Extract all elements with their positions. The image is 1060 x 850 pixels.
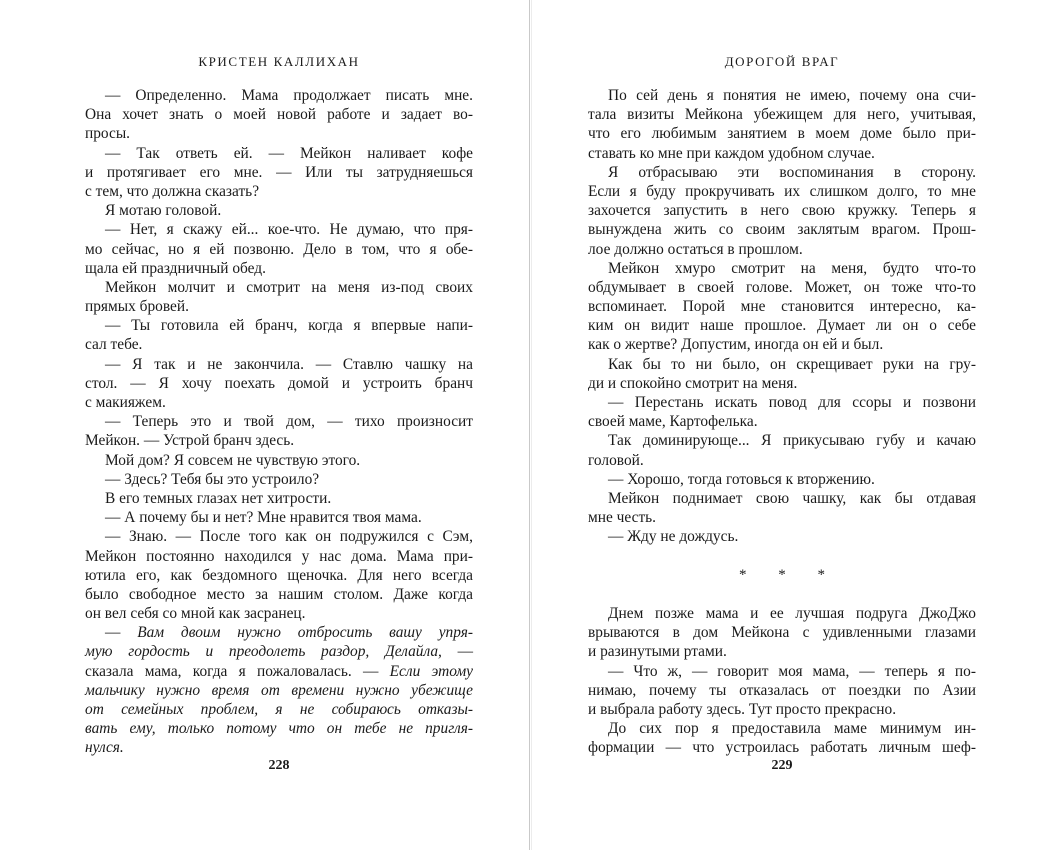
- text-line: [85, 662, 473, 681]
- right-page-number: 229: [771, 758, 793, 773]
- text-line: от семейных проблем, я не собираюсь отказы-: [85, 701, 473, 718]
- text-line: с тем, что должна сказать?: [85, 182, 260, 200]
- text-line: обдумывает в своей голове. Может, он тоже что-то: [588, 278, 976, 296]
- text-line: — Определенно. Мама продолжает писать мне.: [105, 87, 473, 104]
- text-line: сал тебе.: [85, 336, 143, 354]
- text-line: формации — что устроилась работать личным шеф-: [588, 739, 976, 757]
- text-line: — Ты готовила ей бранч, когда я впервые напи-: [105, 317, 473, 335]
- text-line: врываются в дом Мейкона с удивленными глазами: [588, 624, 976, 642]
- text-line: нимаю, почему ты отказалась от поездки по Азии: [588, 681, 976, 699]
- text-line: прямых бровей.: [85, 298, 189, 316]
- text-line: — А почему бы и нет? Мне нравится твоя мама.: [105, 509, 422, 527]
- right-page: [588, 0, 976, 850]
- text-line: мне честь.: [588, 509, 657, 527]
- text-line: По сей день я понятия не имею, почему она счи-: [608, 87, 976, 104]
- text-segment: —: [441, 643, 473, 661]
- text-line: Я отбрасываю эти воспоминания в сторону.: [608, 163, 976, 181]
- left-page-header: КРИСТЕН КАЛЛИХАН: [198, 54, 360, 69]
- left-page-number: 228: [268, 758, 290, 773]
- text-line: ставать ко мне при каждом удобном случае.: [588, 144, 875, 162]
- text-line: — Хорошо, тогда готовься к вторжению.: [608, 470, 875, 488]
- text-line: — Теперь это и твой дом, — тихо произносит: [105, 413, 473, 431]
- right-page-text: [588, 86, 976, 758]
- text-line: Так доминирующе... Я прикусываю губу и качаю: [608, 432, 976, 450]
- text-line: Я мотаю головой.: [105, 202, 222, 220]
- text-line: Если я буду прокручивать их слишком долго, то мне: [588, 182, 976, 200]
- text-line: что его любимым занятием в моем доме было при-: [588, 125, 976, 143]
- text-line: Мой дом? Я совсем не чувствую этого.: [105, 451, 361, 469]
- text-line: головой.: [588, 451, 644, 469]
- right-text-before-break: [588, 86, 976, 547]
- text-line: — Жду не дождусь.: [608, 528, 739, 546]
- text-line: Мейкон поднимает свою чашку, как бы отдавая: [608, 489, 976, 507]
- italic-text: Если этому: [389, 662, 473, 680]
- text-line: Мейкон молчит и смотрит на меня из-под своих: [105, 278, 473, 296]
- text-line: — Перестань искать повод для ссоры и позвони: [608, 394, 976, 411]
- text-line: с макияжем.: [85, 394, 166, 411]
- text-segment: —: [105, 624, 138, 642]
- text-line: — Так ответь ей. — Мейкон наливает кофе: [105, 144, 473, 162]
- text-line: Она хочет знать о моей новой работе и задает во-: [85, 106, 473, 124]
- text-line: До сих пор я предоставила маме минимум ин-: [608, 720, 976, 738]
- text-line: лое должно остаться в прошлом.: [588, 240, 803, 258]
- text-line: вать ему, только потому что он тебе не пригля-: [85, 720, 473, 738]
- text-line: Мейкон хмуро смотрит на меня, будто что-то: [608, 259, 976, 277]
- right-page-header: ДОРОГОЙ ВРАГ: [724, 54, 840, 69]
- text-line: [85, 623, 473, 642]
- text-line: Мейкон. — Устрой бранч здесь.: [85, 432, 295, 450]
- text-line: Днем позже мама и ее лучшая подруга ДжоДжо: [608, 605, 976, 623]
- text-line: — Здесь? Тебя бы это устроило?: [105, 470, 320, 488]
- book-gutter: [529, 0, 530, 850]
- text-line: щала ей праздничный обед.: [85, 259, 266, 277]
- text-line: ютила его, как бездомного щеночка. Для него всегда: [85, 566, 473, 584]
- text-line: и разинутыми ртами.: [588, 643, 727, 661]
- italic-text: мую гордость и преодолеть раздор, Делайла,: [85, 643, 442, 661]
- italic-text: Вам двоим нужно отбросить вашу упря-: [137, 624, 473, 642]
- text-line: просы.: [85, 125, 131, 143]
- text-line: как о жертве? Допустим, иногда он ей и был.: [588, 336, 884, 354]
- text-line: — Что ж, — говорит моя мама, — теперь я по-: [608, 662, 976, 680]
- section-break: * * *: [739, 566, 839, 583]
- text-line: мо сейчас, но я ей позвоню. Дело в том, что я обе-: [85, 240, 473, 258]
- text-line: ди и спокойно смотрит на меня.: [588, 374, 798, 392]
- left-page: [85, 0, 473, 850]
- text-segment: сказала мама, когда я пожаловалась. —: [85, 662, 390, 680]
- text-line: мальчику нужно время от времени нужно убежище: [85, 681, 473, 699]
- text-line: он вел себя со мной как засранец.: [85, 605, 306, 623]
- text-line: Мейкон постоянно находился у нас дома. Мама при-: [85, 547, 473, 565]
- text-line: В его темных глазах нет хитрости.: [105, 489, 332, 507]
- text-line: — Нет, я скажу ей... кое-что. Не думаю, что пря-: [105, 221, 473, 239]
- text-line: стол. — Я хочу поехать домой и устроить бранч: [85, 374, 473, 392]
- text-line: и выбрала работу здесь. Тут просто прекрасно.: [588, 701, 897, 719]
- text-line: и протягивает его мне. — Или ты затрудняешься: [85, 163, 473, 181]
- text-line: своей маме, Картофелька.: [588, 413, 758, 431]
- book-gutter-shadow: [531, 0, 532, 850]
- text-line: — Знаю. — После того как он подружился с Сэм,: [105, 528, 473, 546]
- right-text-after-break: [588, 604, 976, 758]
- text-line: нулся.: [85, 739, 124, 757]
- text-line: тала визиты Мейкона убежищем для него, учитывая,: [588, 106, 976, 124]
- text-line: вынуждена жить со своим заклятым врагом. Прош-: [588, 221, 976, 239]
- text-line: было свободное место за нашим столом. Даже когда: [85, 585, 473, 603]
- text-line: Как бы то ни было, он скрещивает руки на гру-: [608, 355, 976, 373]
- text-line: ким он видит наше прошлое. Думает ли он о себе: [588, 317, 976, 335]
- left-page-text: [85, 86, 473, 758]
- text-line: вспоминает. Порой мне становится интересно, ка-: [588, 298, 976, 316]
- text-line: [85, 642, 473, 661]
- text-line: — Я так и не закончила. — Ставлю чашку на: [105, 355, 473, 373]
- text-line: захочется запустить в него свою кружку. Теперь я: [588, 202, 976, 220]
